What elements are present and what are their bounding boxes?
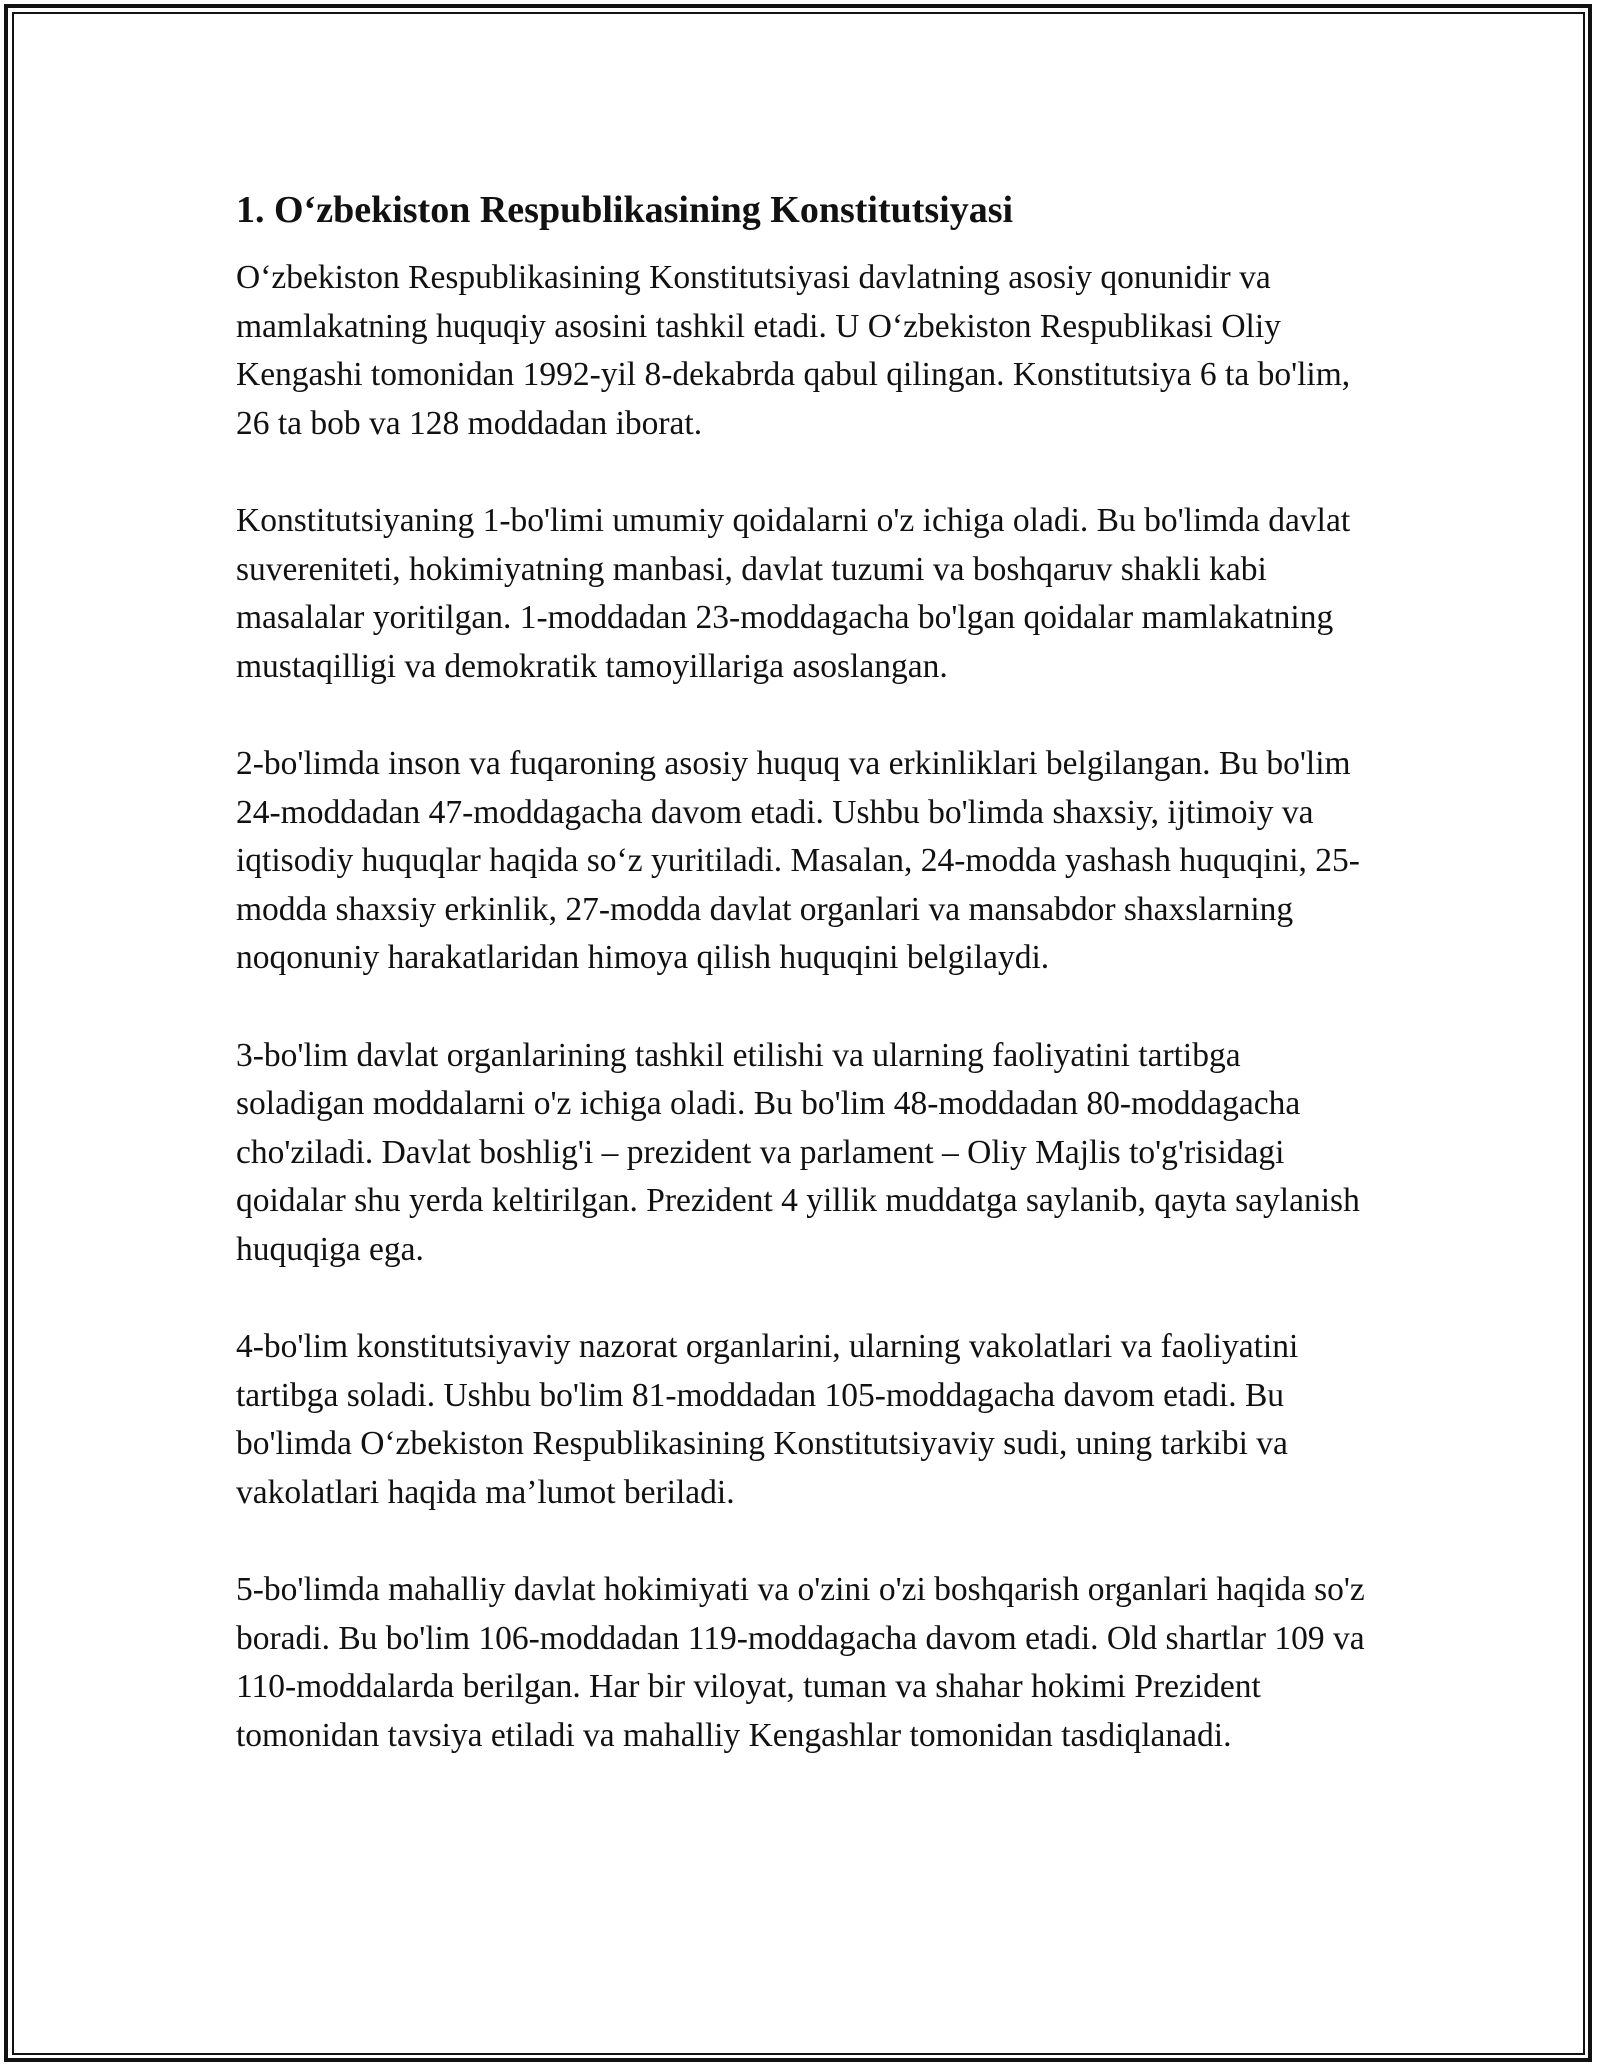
document-title: 1. O‘zbekiston Respublikasining Konstitutsiyasi: [236, 189, 1014, 231]
paragraph-intro: O‘zbekiston Respublikasining Konstitutsiyasi davlatning asosiy qonunidir va mamlakatning huquqiy asosini tashkil etadi. U O‘zbekiston Respublikasi Oliy Kengashi tomonidan 1992-yil 8-dekabrda qabul qilingan. Konstitutsiya 6 ta bo'lim, 26 ta bob va 128 moddadan iborat.: [236, 259, 1351, 442]
paragraph-section-5: 5-bo'limda mahalliy davlat hokimiyati va o'zini o'zi boshqarish organlari haqida so'z boradi. Bu bo'lim 106-moddadan 119-moddagacha davom etadi. Old shartlar 109 va 110-moddalarda berilgan. Har bir viloyat, tuman va shahar hokimi Prezident tomonidan tavsiya etiladi va mahalliy Kengashlar tomonidan tasdiqlanadi.: [236, 1571, 1365, 1754]
paragraph-section-3: 3-bo'lim davlat organlarining tashkil etilishi va ularning faoliyatini tartibga soladigan moddalarni o'z ichiga oladi. Bu bo'lim 48-moddadan 80-moddagacha cho'ziladi. Davlat boshlig'i – prezident va parlament – Oliy Majlis to'g'risidagi qoidalar shu yerda keltirilgan. Prezident 4 yillik muddatga saylanib, qayta saylanish huquqiga ega.: [236, 1036, 1360, 1268]
document-body: [236, 186, 1366, 1809]
paragraph-section-4: 4-bo'lim konstitutsiyaviy nazorat organlarini, ularning vakolatlari va faoliyatini tartibga soladi. Ushbu bo'lim 81-moddadan 105-moddagacha davom etadi. Bu bo'limda O‘zbekiston Respublikasining Konstitutsiyaviy sudi, uning tarkibi va vakolatlari haqida ma’lumot beriladi.: [236, 1328, 1299, 1511]
paragraph-section-2: 2-bo'limda inson va fuqaroning asosiy huquq va erkinliklari belgilangan. Bu bo'lim 24-moddadan 47-moddagacha davom etadi. Ushbu bo'limda shaxsiy, ijtimoiy va iqtisodiy huquqlar haqida so‘z yuritiladi. Masalan, 24-modda yashash huquqini, 25-modda shaxsiy erkinlik, 27-modda davlat organlari va mansabdor shaxslarning noqonuniy harakatlaridan himoya qilish huquqini belgilaydi.: [236, 744, 1360, 977]
paragraph-section-1: Konstitutsiyaning 1-bo'limi umumiy qoidalarni o'z ichiga oladi. Bu bo'limda davlat suvereniteti, hokimiyatning manbasi, davlat tuzumi va boshqaruv shakli kabi masalalar yoritilgan. 1-moddadan 23-moddagacha bo'lgan qoidalar mamlakatning mustaqilligi va demokratik tamoyillariga asoslangan.: [236, 501, 1351, 685]
